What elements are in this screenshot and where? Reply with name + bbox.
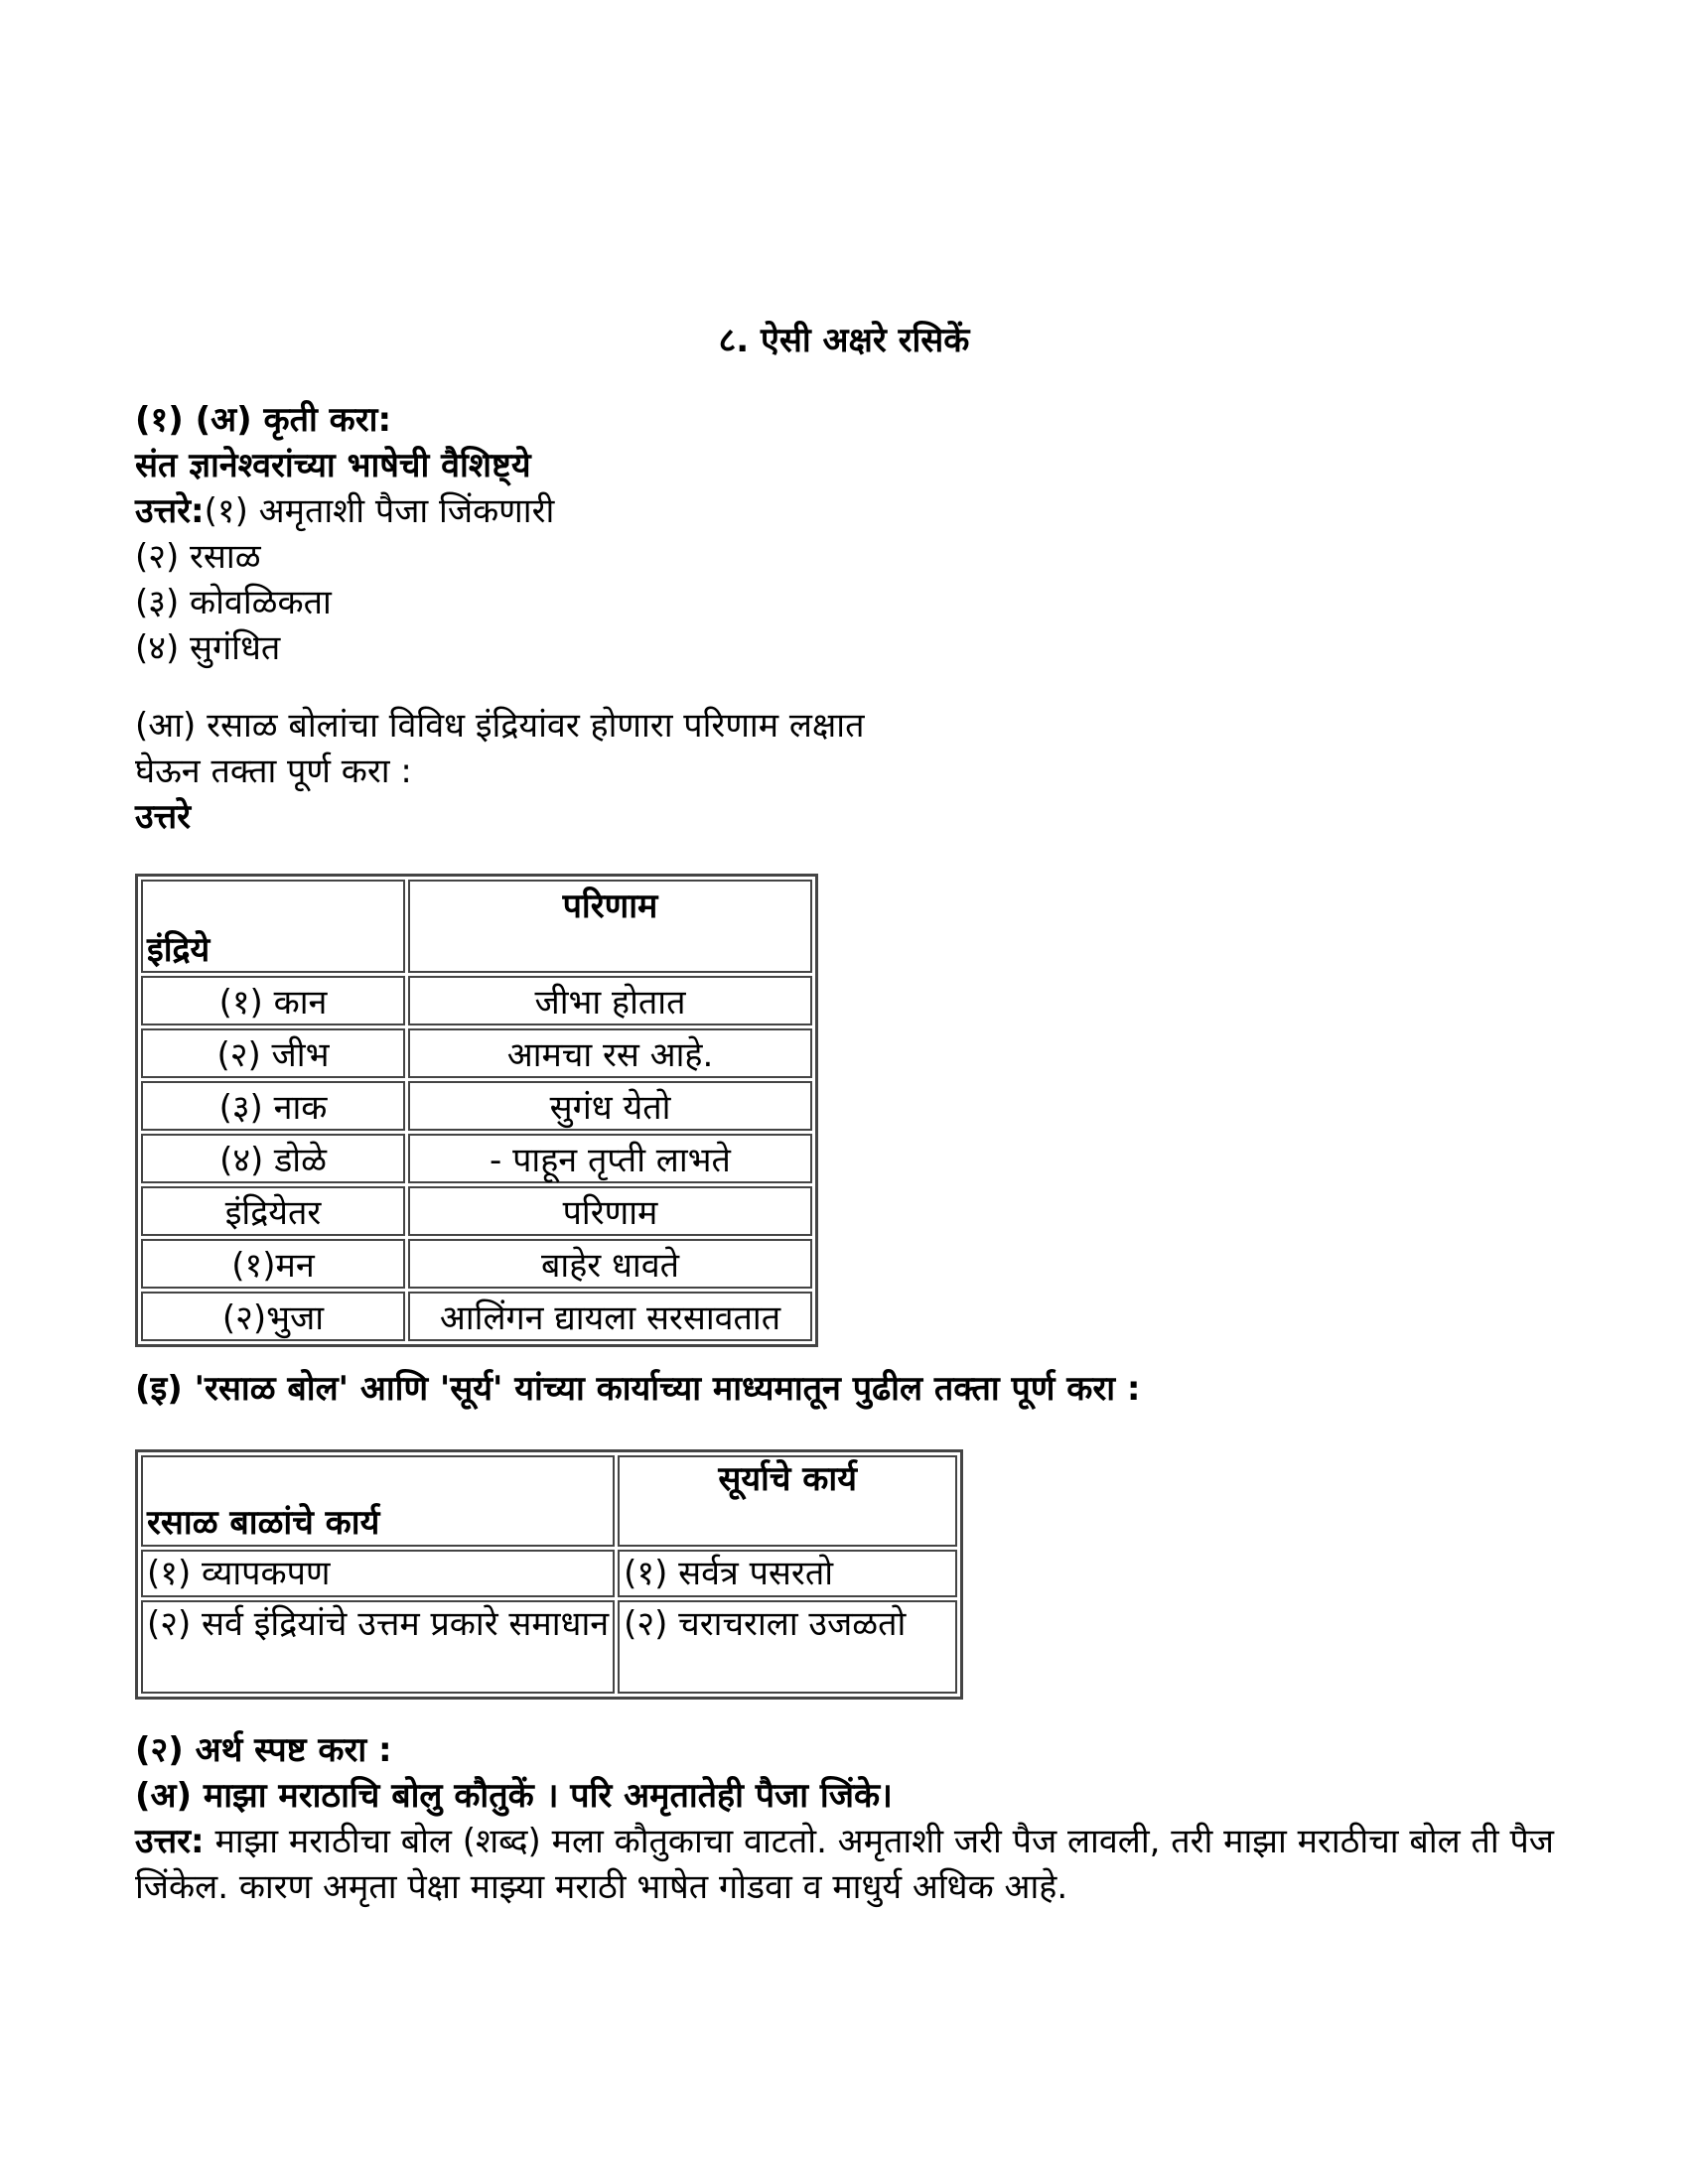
page-title: ८. ऐसी अक्षरे रसिकें [718, 321, 970, 360]
q2-answer-paragraph [135, 1819, 1565, 1910]
comparison-table [135, 1449, 963, 1700]
table-row [141, 1600, 957, 1694]
answer-label: उत्तरे: [135, 491, 205, 531]
q1c-heading: (इ) 'रसाळ बोल' आणि 'सूर्य' यांच्या कार्याच्या माध्यमातून पुढील तक्ता पूर्ण करा : [135, 1369, 1141, 1409]
table-cell: परिणाम [408, 1186, 812, 1236]
table-row [141, 1550, 957, 1597]
table-cell: आलिंगन द्यायला सरसावतात [408, 1292, 812, 1341]
answer-item: (१) अमृताशी पैजा जिंकणारी [204, 491, 555, 531]
table-cell: जीभा होतात [408, 976, 812, 1025]
table-row [141, 1292, 812, 1341]
table-cell: (२) चराचराला उजळतो [618, 1600, 957, 1694]
answer-item: (३) कोवळिकता [135, 583, 332, 622]
table-header-cell: इंद्रिये [141, 880, 405, 973]
q2-subheading: (अ) माझा मराठाचि बोलु कौतुकें । परि अमृतातेही पैजा जिंके। [135, 1776, 893, 1816]
q2-heading: (२) अर्थ स्पष्ट करा : [135, 1730, 392, 1770]
answer-item: (२) रसाळ [135, 537, 261, 577]
table-cell: (२) जीभ [141, 1028, 405, 1078]
table-row [141, 1028, 812, 1078]
table-header-row [141, 880, 812, 973]
table-cell: (३) नाक [141, 1081, 405, 1131]
answer-text: माझा मराठीचा बोल (शब्द) मला कौतुकाचा वाटतो. अमृताशी जरी पैज लावली, तरी माझा मराठीचा बोल ती पैज जिंकेल. कारण अमृता पेक्षा माझ्या मराठी भाषेत गोडवा व माधुर्य अधिक आहे. [135, 1822, 1555, 1907]
table-cell: (१) सर्वत्र पसरतो [618, 1550, 957, 1597]
table-cell: (४) डोळे [141, 1134, 405, 1183]
q1b-question-line: (आ) रसाळ बोलांचा विविध इंद्रियांवर होणारा परिणाम लक्षात [135, 706, 865, 746]
table-cell: सुगंध येतो [408, 1081, 812, 1131]
table-cell: इंद्रियेतर [141, 1186, 405, 1236]
senses-table [135, 874, 818, 1347]
table-header-cell: रसाळ बाळांचे कार्य [141, 1455, 615, 1547]
table-row [141, 1239, 812, 1289]
table-row [141, 976, 812, 1025]
table-cell: (१) कान [141, 976, 405, 1025]
table-cell: आमचा रस आहे. [408, 1028, 812, 1078]
table-header-row [141, 1455, 957, 1547]
q1a-answer-line [135, 488, 554, 534]
table-header-cell: परिणाम [408, 880, 812, 973]
table-cell: (२) सर्व इंद्रियांचे उत्तम प्रकारे समाधान [141, 1600, 615, 1694]
table-cell: (२)भुजा [141, 1292, 405, 1341]
answer-label: उत्तर: [135, 1822, 205, 1861]
table-row [141, 1081, 812, 1131]
table-cell: (१) व्यापकपण [141, 1550, 615, 1597]
table-row [141, 1186, 812, 1236]
table-cell: बाहेर धावते [408, 1239, 812, 1289]
table-cell: - पाहून तृप्ती लाभते [408, 1134, 812, 1183]
table-cell: (१)मन [141, 1239, 405, 1289]
answer-item: (४) सुगंधित [135, 628, 281, 668]
q1b-answer-label: उत्तरे [135, 797, 192, 837]
table-row [141, 1134, 812, 1183]
table-header-cell: सूर्याचे कार्य [618, 1455, 957, 1547]
q1a-heading: (१) (अ) कृती करा: [135, 400, 392, 440]
q1b-question-line: घेऊन तक्ता पूर्ण करा : [135, 751, 412, 791]
q1a-subheading: संत ज्ञानेश्वरांच्या भाषेची वैशिष्ट्ये [135, 446, 531, 485]
